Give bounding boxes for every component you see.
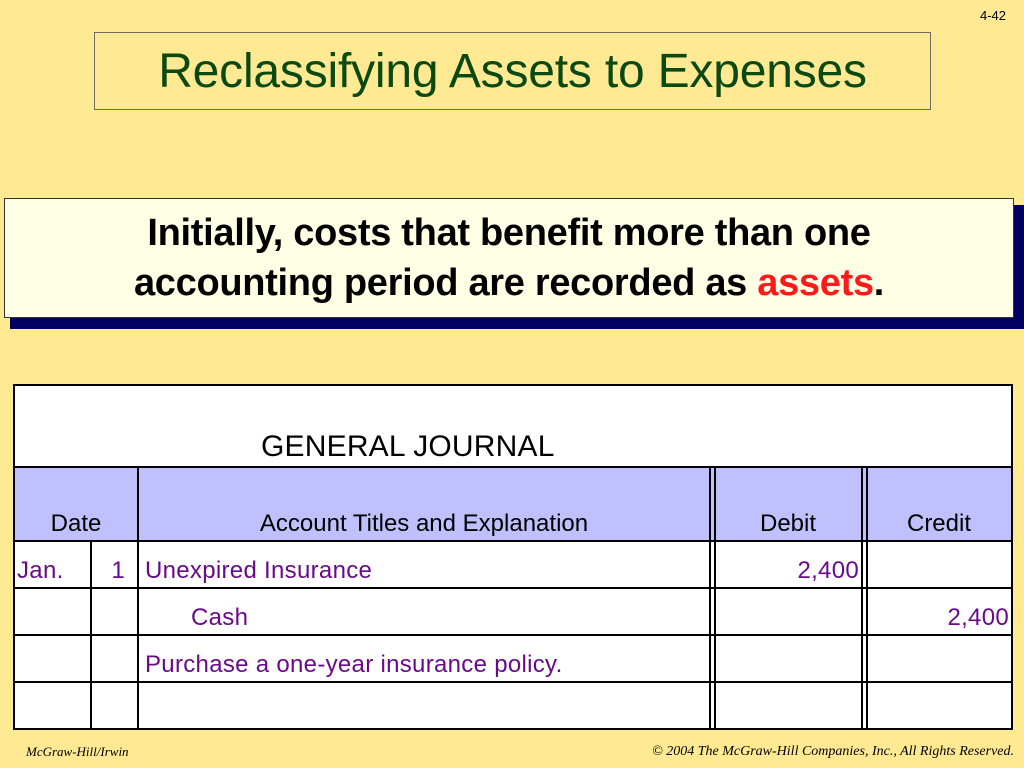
column-header-debit: Debit [759, 510, 817, 537]
entry-account-credit: Cash [191, 604, 249, 631]
footer-copyright: © 2004 The McGraw-Hill Companies, Inc., All Rights Reserved. [652, 744, 1014, 759]
callout-box [4, 198, 1014, 318]
callout-line-1: Initially, costs that benefit more than one [147, 212, 871, 254]
row-divider-1 [15, 587, 1011, 589]
entry-explanation: Purchase a one-year insurance policy. [145, 651, 563, 678]
divider-account-debit-a [709, 468, 711, 730]
callout-highlight-word: assets [757, 262, 874, 304]
callout-line-2-prefix: accounting period are recorded as [133, 262, 758, 304]
column-header-account: Account Titles and Explanation [259, 510, 589, 537]
entry-month: Jan. [17, 557, 64, 584]
callout-line-2-suffix: . [873, 262, 885, 304]
divider-debit-credit-b [866, 468, 868, 730]
column-header-date: Date [50, 510, 102, 537]
divider-debit-credit-a [861, 468, 863, 730]
slide-title: Reclassifying Assets to Expenses [158, 44, 867, 98]
general-journal-table [13, 384, 1013, 730]
slide-number: 4-42 [979, 8, 1006, 23]
divider-account-debit-b [714, 468, 716, 730]
column-header-credit: Credit [906, 510, 972, 537]
callout-text [134, 208, 884, 308]
journal-title-row [15, 386, 1011, 468]
entry-account-debit: Unexpired Insurance [145, 557, 373, 584]
entry-debit-amount: 2,400 [797, 557, 859, 584]
entry-credit-amount: 2,400 [947, 604, 1009, 631]
row-divider-3 [15, 681, 1011, 683]
title-box [94, 32, 931, 110]
journal-title: GENERAL JOURNAL [261, 430, 555, 463]
footer-publisher: McGraw-Hill/Irwin [26, 744, 129, 759]
row-divider-2 [15, 634, 1011, 636]
entry-day: 1 [111, 557, 125, 584]
divider-date-account [137, 468, 139, 730]
divider-month-day [90, 542, 92, 730]
